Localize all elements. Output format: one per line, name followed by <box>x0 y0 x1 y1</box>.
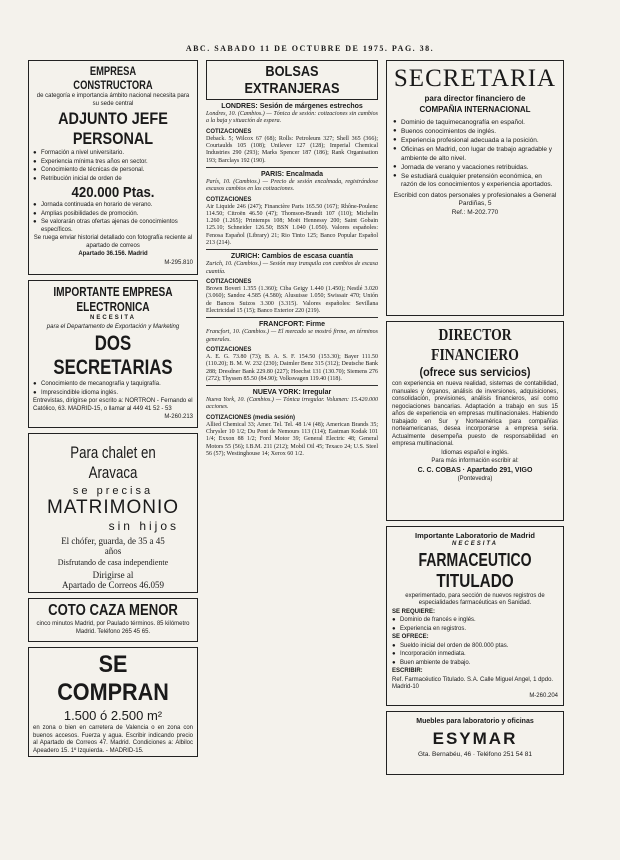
list-item: ● Jornada continuada en horario de verano. <box>33 202 193 210</box>
ad-closing: Se ruega enviar historial detallado con fotografía reciente al apartado de correos <box>33 235 193 249</box>
ad-title: EMPRESA CONSTRUCTORA <box>73 64 153 92</box>
necesita-label: NECESITA <box>452 541 498 548</box>
bolsas-title-box <box>206 60 378 100</box>
ad-title: SECRETARIA <box>393 65 557 92</box>
list-item: ● Conocimiento de mecanografía y taquigrafía. <box>33 381 193 389</box>
ad-main: DOS SECRETARIAS <box>53 332 173 379</box>
ad-body: en zona o bien en carretera de Valencia o en zona con buenos accesos. Fuerza y agua. Escribir indicando precio al Apartado de Correos 47. Madrid. Condiciones a: Albiloc Apeadero 15. 1º Izquierda. - MADRID-15. <box>33 725 193 754</box>
list-item: ● Formación a nivel universitario. <box>33 150 193 158</box>
list-item: ● Incorporación inmediata. <box>392 651 558 659</box>
ad-body: con experiencia en nueva realidad, sistemas de contabilidad, manuales y órganos, análisis de inversiones, adquisiciones, consolidación, previsiones, análisis financieros, así como negociaciones bancarias. Adaptación a trabajo en sus 15 años de experiencia en empresas multinacionales. Habiendo trabajado en Sur y Norteamérica para compañías norteamericanas, desea incorporarse a empresa seria. Actualmente desempeña puesto de responsabilidad en empresa multinacional. <box>392 381 558 447</box>
list-item: ● Oficinas en Madrid, con lugar de trabajo agradable y ambiente de alto nivel. <box>393 146 557 162</box>
ad-director-financiero <box>386 321 564 521</box>
ad-sub: para director financiero de <box>424 94 526 103</box>
right-column <box>386 60 564 780</box>
market-text: Allied Chemical 33; Amer. Tel. Tel. 48 1/4 (48); American Brands 35; Chrysler 10 1/2; Du Pont de Nemours 113 (114); Eastman Kodak 101 1/4; Exxon 88 1/2; Ford Motor 39; General Electric 48; General Motors 55 (56); I.B.M. 211 (212); Mobil Oil 45; Texaco 24; U.S. Steel 56 (57); Westinghouse 14; Xerox 60 1/2. <box>206 421 378 457</box>
list-item: ● Se valorarán otras ofertas ajenas de conocimientos específicos. <box>33 219 193 234</box>
list-item: ● Experiencia en registros. <box>392 626 558 634</box>
list-item: ● Buenos conocimientos de inglés. <box>393 128 557 136</box>
ad-coto-caza <box>28 598 198 642</box>
market-head: LONDRES: Sesión de márgenes estrechos <box>221 103 363 110</box>
ad-title: COTO CAZA MENOR <box>48 602 178 619</box>
write-head: ESCRIBIR: <box>392 668 423 675</box>
chalet-line: Disfrutando de casa independiente <box>57 558 169 567</box>
list-item: ● Experiencia mínima tres años en sector. <box>33 159 193 167</box>
ad-farmaceutico <box>386 526 564 706</box>
ad-sub: (ofrece sus servicios) <box>419 365 531 379</box>
ad-ref: Ref.: M-202.770 <box>451 209 499 217</box>
market-head: ZURICH: Cambios de escasa cuantía <box>230 253 354 261</box>
section-title: BOLSAS EXTRANJERAS <box>244 63 340 97</box>
ad-closing: Escribid con datos personales y profesionales a General Pardiñas, 5 <box>393 192 557 208</box>
market-text: A. E. G. 73.80 (73); B. A. S. F. 154.50 (153.30); Bayer 111.50 (110.20); B. M. W. 232 (230); Daimler Benz 315 (312); Deutsche Bank 288; Dresdner Bank 229.80 (227); Hoechst 131 (130.70); Siemens 276 (272); Thyssen 85.50 (84.90); Volkswagen 119.40 (118). <box>206 353 378 382</box>
ad-title: Para chalet en Aravaca <box>70 443 156 482</box>
bolsas-londres <box>206 103 378 165</box>
ad-title-2: ELECTRONICA <box>76 299 150 314</box>
ad-dept: para el Departamento de Exportación y Marketing <box>46 323 180 330</box>
se-precisa: se precisa <box>72 485 154 497</box>
ad-ref: M-260.213 <box>164 414 193 420</box>
ad-esymar <box>386 711 564 775</box>
ad-ref: M-295.810 <box>164 259 193 266</box>
ad-contact: Entrevistas, dirigirse por escrito a: NORTRON - Fernando el Católico, 63. MADRID-15, o llamar al 449 41 52 - 53 <box>33 398 193 412</box>
page-header: ABC. SABADO 11 DE OCTUBRE DE 1975. PAG. 38. <box>185 44 435 53</box>
divider <box>206 249 378 250</box>
ad-contact: C. C. COBAS · Apartado 291, VIGO <box>417 466 533 474</box>
salary: 420.000 Ptas. <box>71 184 155 201</box>
ad-ref: M-260.204 <box>529 692 558 699</box>
ad-main: FARMACEUTICO <box>418 549 532 570</box>
ad-secretaria <box>386 60 564 316</box>
ad-line: Muebles para laboratorio y oficinas <box>416 718 534 725</box>
list-item: ● Imprescindible idioma inglés. <box>33 390 193 398</box>
market-subhead: COTIZACIONES <box>206 128 252 135</box>
list-item: ● Retribución inicial de orden de <box>33 176 193 184</box>
offer-head: SE OFRECE: <box>392 634 429 641</box>
list-item: ● Amplias posibilidades de promoción. <box>33 211 193 219</box>
ad-body: cinco minutos Madrid, por Paulado términos. 85 kilómetro Madrid. Teléfono 265 45 65. <box>36 621 190 635</box>
market-subhead: COTIZACIONES <box>206 279 252 285</box>
chalet-line: El chófer, guarda, de 35 a 45 <box>61 536 165 546</box>
market-subhead: COTIZACIONES <box>206 196 252 203</box>
ad-sub-2: COMPAÑIA INTERNACIONAL <box>419 105 531 114</box>
chalet-line: Dirigirse al <box>92 570 134 580</box>
ad-empresa-constructora <box>28 60 198 275</box>
market-subhead: COTIZACIONES (media sesión) <box>206 414 296 421</box>
left-column <box>28 60 198 762</box>
ad-se-compran <box>28 647 198 757</box>
ad-title: Importante Laboratorio de Madrid <box>414 531 535 540</box>
list-item: ● Experiencia profesional adecuada a la posición. <box>393 137 557 145</box>
role-line-2: PERSONAL <box>72 129 154 148</box>
bolsas-nueva-york <box>206 389 378 458</box>
bolsas-francfort <box>206 321 378 383</box>
ad-chalet-aravaca <box>28 433 198 593</box>
market-text: Brown Boveri 1.355 (1.360); Ciba Geigy 1.440 (1.450); Nestlé 3.020 (3.060); Sandoz 4.585 (4.580); Alusuisse 1.050; Swissair 470; Unión de Bancos Suizos 3.300 (3.315). Valores españoles: Sevillana Electricidad 15 (15); Banco Exterior 220 (219). <box>206 286 378 314</box>
list-item: ● Sueldo inicial del orden de 800.000 ptas. <box>392 643 558 651</box>
bolsas-paris <box>206 171 378 248</box>
list-item: ● Dominio de francés e inglés. <box>392 617 558 625</box>
list-item: ● Buen ambiente de trabajo. <box>392 660 558 668</box>
market-lead: Francfort, 10. (Cambios.) — El mercado se mostró firme, en términos generales. <box>206 329 378 343</box>
list-item: ● Se estudiará cualquier pretensión económica, en razón de los conocimientos y experiencia aportados. <box>393 173 557 189</box>
ad-title: SE COMPRAN <box>57 651 169 706</box>
bolsas-zurich <box>206 253 378 315</box>
market-text: Deback. 5; Wilcox 67 (68); Rolls: Petroleum 327; Shell 365 (366); Courtaulds 105 (108); Unilever 127 (128); Imperial Chemical Industries 290 (293); Marks Spencer 187 (186); Rank Organisation 193; Barclays 192 (190). <box>206 135 378 164</box>
market-subhead: COTIZACIONES <box>206 346 252 353</box>
ad-main-2: TITULADO <box>436 570 514 591</box>
necesita-label: NECESITA <box>90 315 136 321</box>
ad-importante-empresa <box>28 280 198 428</box>
chalet-line: años <box>104 546 122 556</box>
market-lead: Londres, 10. (Cambios.) — Tónica de sesión: cotizaciones sin cambios a la baja y situación de espera. <box>206 111 378 125</box>
ad-amount: 1.500 ó 2.500 m² <box>63 708 163 723</box>
market-head: PARIS: Encalmada <box>260 170 324 178</box>
chalet-line: Apartado de Correos 46.059 <box>62 580 164 590</box>
ad-write: Ref. Farmacéutico Titulado. S.A. Calle Miguel Angel, 1 dpdo. Madrid-10 <box>392 676 554 691</box>
middle-column <box>206 60 378 460</box>
divider <box>206 167 378 168</box>
sin-hijos: sin hijos <box>108 519 179 533</box>
ad-title: IMPORTANTE EMPRESA <box>53 284 173 299</box>
ad-intro: de categoría e importancia ámbito nacional necesita para su sede central <box>36 93 190 107</box>
market-lead: Zurich, 10. (Cambios.) — Sesión muy tranquila con cambios de escasa cuantía. <box>206 261 378 275</box>
market-head: FRANCFORT: Firme <box>258 321 326 329</box>
ad-lang: Idiomas español e inglés. <box>441 449 509 456</box>
divider <box>206 385 378 386</box>
matrimonio: MATRIMONIO <box>46 497 180 518</box>
list-item: ● Jornada de verano y vacaciones retribuidas. <box>393 164 557 172</box>
ad-apartado: Apartado 36.156. Madrid <box>78 251 148 257</box>
req-head: SE REQUIERE: <box>392 608 436 615</box>
market-lead: Nueva York, 10. (Cambios.) — Tónica irregular. Volumen: 15.420.000 acciones. <box>206 397 378 411</box>
market-text: Air Liquide 246 (247); Financière Paris 165.50 (167); Rhône-Poulenc 114.50; Citroën 46.50 (47); Thomson-Brandt 107 (110); Michelin 1.260 (1.265); Printemps 108; Moët Hennessy 200; Saint Gobain 125.10; Schneider 126.50; BSN 1.040 (1.050). Valores españoles: Fenosa Español (Library) 21; Rio Tinto 125; Banco Popular Español 213 (214). <box>206 203 378 247</box>
ad-place: (Pontevedra) <box>457 476 493 483</box>
market-lead: París, 10. (Cambios.) — Precio de sesión encalmada, registrándose escasos cambios en las cotizaciones. <box>206 178 378 193</box>
list-item: ● Conocimiento de técnicas de personal. <box>33 167 193 175</box>
divider <box>206 317 378 318</box>
role-line-1: ADJUNTO JEFE <box>58 109 168 128</box>
ad-more: Para más información escribir al: <box>431 458 519 464</box>
market-head: NUEVA YORK: Irregular <box>252 389 332 397</box>
ad-intro: experimentado, para sección de nuevos registros de especialidades farmacéuticas en Sanidad. <box>405 592 545 607</box>
list-item: ● Dominio de taquimecanografía en español. <box>393 119 557 127</box>
brand: ESYMAR <box>432 728 518 748</box>
ad-address: Gta. Bernabéu, 46 · Teléfono 251 54 81 <box>417 750 533 758</box>
ad-title: DIRECTOR FINANCIERO <box>431 325 519 364</box>
